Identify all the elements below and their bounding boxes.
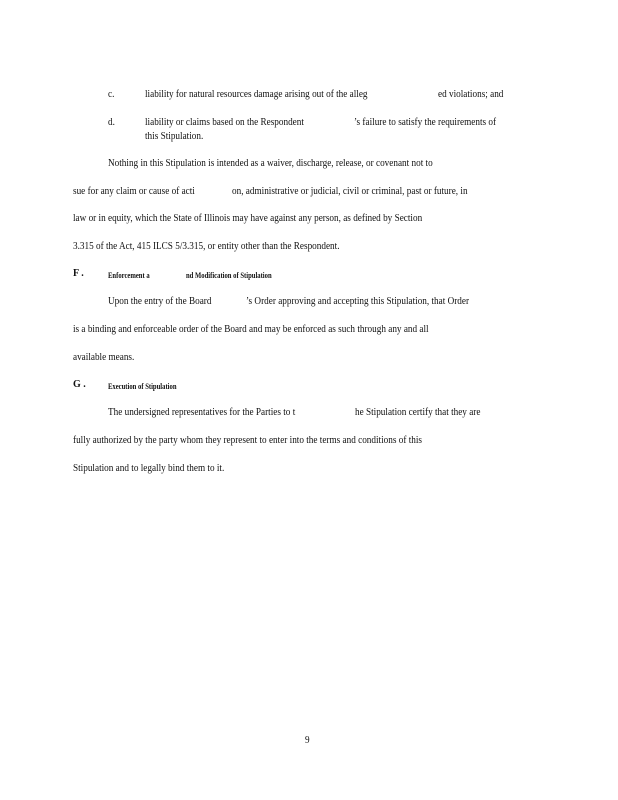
nothing-paragraph-line-4: 3.315 of the Act, 415 ILCS 5/3.315, or entity other than the Respondent. [73,241,340,252]
list-item-c-text-part-1: liability for natural resources damage arising out of the alleg [145,89,368,100]
section-f-letter: F . [73,268,84,279]
list-item-d-text-part-1: liability or claims based on the Respondent [145,117,304,128]
section-f-line-3: available means. [73,352,135,363]
section-g-line-1-part-1: The undersigned representatives for the Parties to t [108,407,296,418]
list-item-c-letter: c. [108,89,115,100]
section-f-title-part-2: nd Modification of Stipulation [186,270,272,280]
section-f-line-2: is a binding and enforceable order of the Board and may be enforced as such through any and all [73,324,429,335]
section-g-line-1-part-2: he Stipulation certify that they are [355,407,481,418]
list-item-d-letter: d. [108,117,115,128]
section-g-letter: G . [73,379,86,390]
section-f-line-1-part-1: Upon the entry of the Board [108,296,212,307]
page-number: 9 [305,735,310,746]
list-item-d-text-part-2: ’s failure to satisfy the requirements of [354,117,497,128]
nothing-paragraph-line-2-part-1: sue for any claim or cause of acti [73,186,195,197]
list-item-c-text-part-2: ed violations; and [438,89,504,100]
nothing-paragraph-line-2-part-2: on, administrative or judicial, civil or criminal, past or future, in [232,186,468,197]
section-g-line-3: Stipulation and to legally bind them to it. [73,463,225,474]
nothing-paragraph-line-1: Nothing in this Stipulation is intended as a waiver, discharge, release, or covenant not to [108,158,433,169]
section-f-title-part-1: Enforcement a [108,270,150,280]
section-g-title: Execution of Stipulation [108,381,177,391]
nothing-paragraph-line-3: law or in equity, which the State of Illinois may have against any person, as defined by Section [73,213,423,224]
list-item-d-text-part-3: this Stipulation. [145,131,204,142]
section-f-line-1-part-2: ’s Order approving and accepting this Stipulation, that Order [246,296,470,307]
section-g-line-2: fully authorized by the party whom they represent to enter into the terms and conditions of this [73,435,423,446]
